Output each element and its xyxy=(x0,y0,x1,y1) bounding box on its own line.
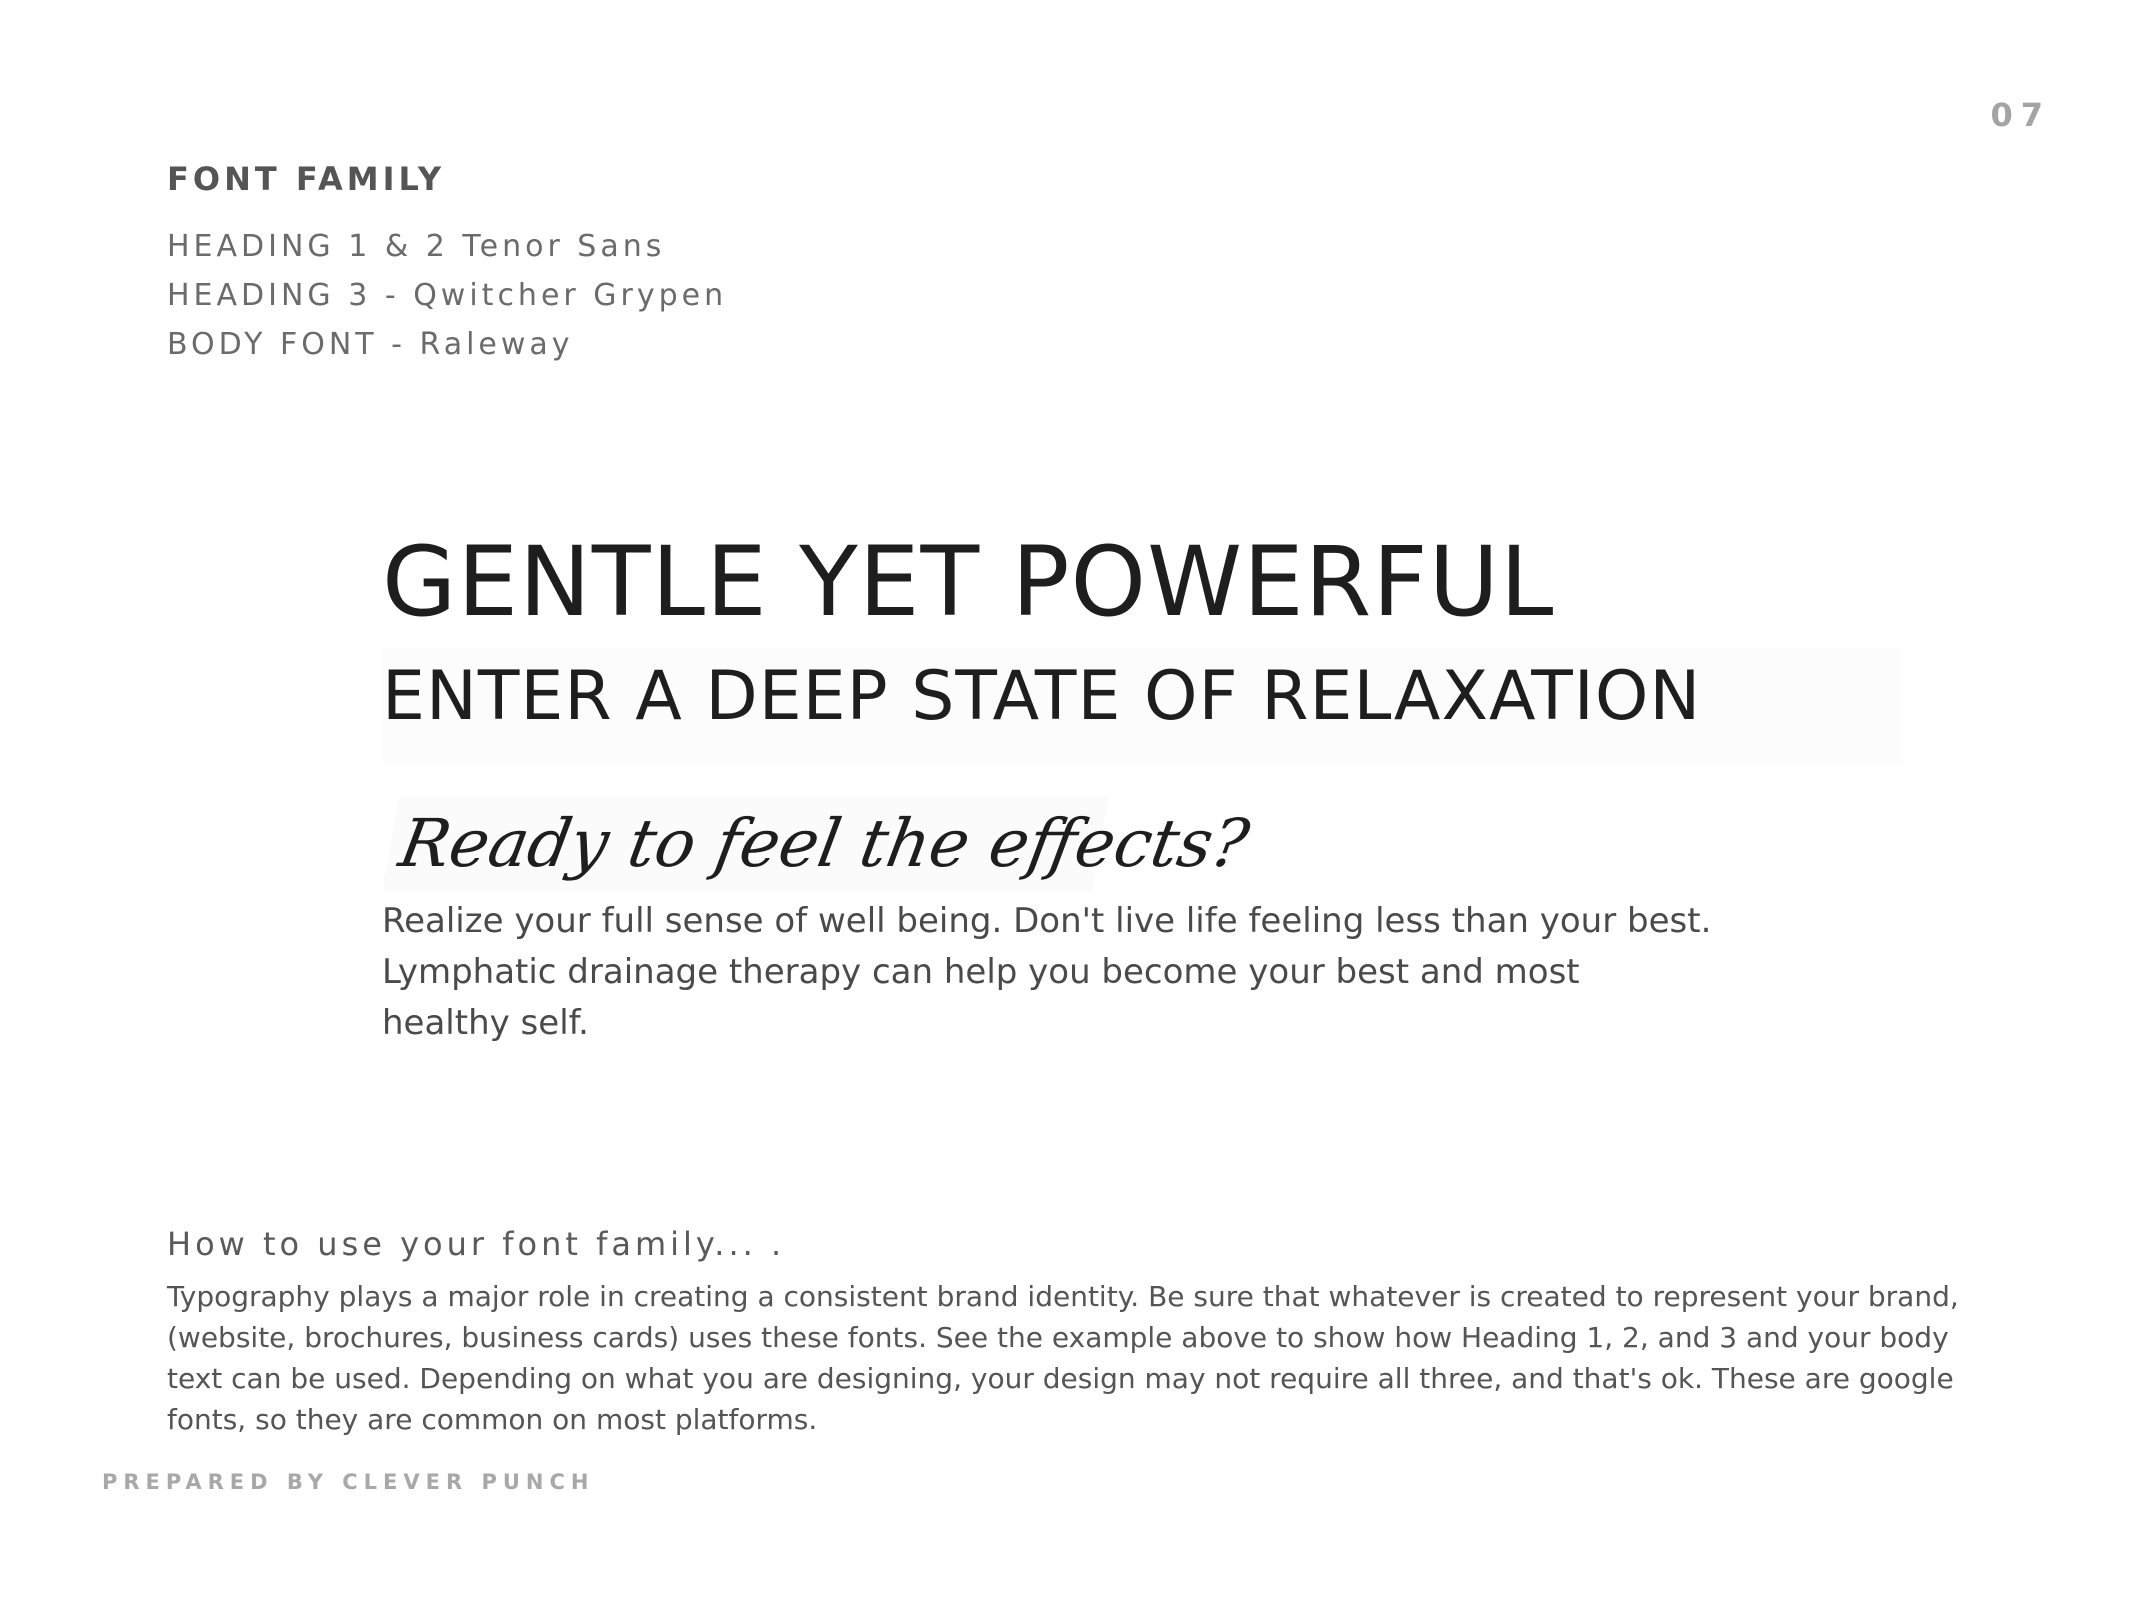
sample-heading-2-panel xyxy=(382,648,1902,764)
font-spec-heading-1-2: HEADING 1 & 2 Tenor Sans xyxy=(167,229,666,264)
sample-heading-1: GENTLE YET POWERFUL xyxy=(382,526,1555,638)
section-title: FONT FAMILY xyxy=(167,160,446,198)
font-spec-heading-3: HEADING 3 - Qwitcher Grypen xyxy=(167,278,728,313)
usage-body-line: text can be used. Depending on what you are designing, your design may not require all three, and that's ok. These are google xyxy=(167,1362,1954,1395)
sample-body-line: healthy self. xyxy=(382,1003,589,1043)
sample-body-text xyxy=(382,896,1762,1049)
footer-credit: PREPARED BY CLEVER PUNCH xyxy=(102,1470,595,1494)
font-spec-body: BODY FONT - Raleway xyxy=(167,327,574,362)
sample-heading-3: Ready to feel the effects? xyxy=(382,796,1109,892)
sample-heading-2: ENTER A DEEP STATE OF RELAXATION xyxy=(382,657,1702,736)
usage-body-line: (website, brochures, business cards) uses these fonts. See the example above to show how Heading 1, 2, and 3 and your body xyxy=(167,1321,1949,1354)
page-number: 07 xyxy=(1990,96,2051,134)
usage-body xyxy=(167,1276,2047,1440)
usage-body-line: Typography plays a major role in creating a consistent brand identity. Be sure that whatever is created to represent your brand, xyxy=(167,1280,1959,1313)
usage-title: How to use your font family... . xyxy=(167,1225,786,1263)
font-family-section xyxy=(167,158,727,369)
usage-section xyxy=(167,1222,2047,1440)
sample-body-line: Realize your full sense of well being. Don't live life feeling less than your best. xyxy=(382,901,1712,941)
usage-body-line: fonts, so they are common on most platforms. xyxy=(167,1403,818,1436)
typography-sample xyxy=(382,522,1902,1049)
sample-body-line: Lymphatic drainage therapy can help you become your best and most xyxy=(382,952,1580,992)
